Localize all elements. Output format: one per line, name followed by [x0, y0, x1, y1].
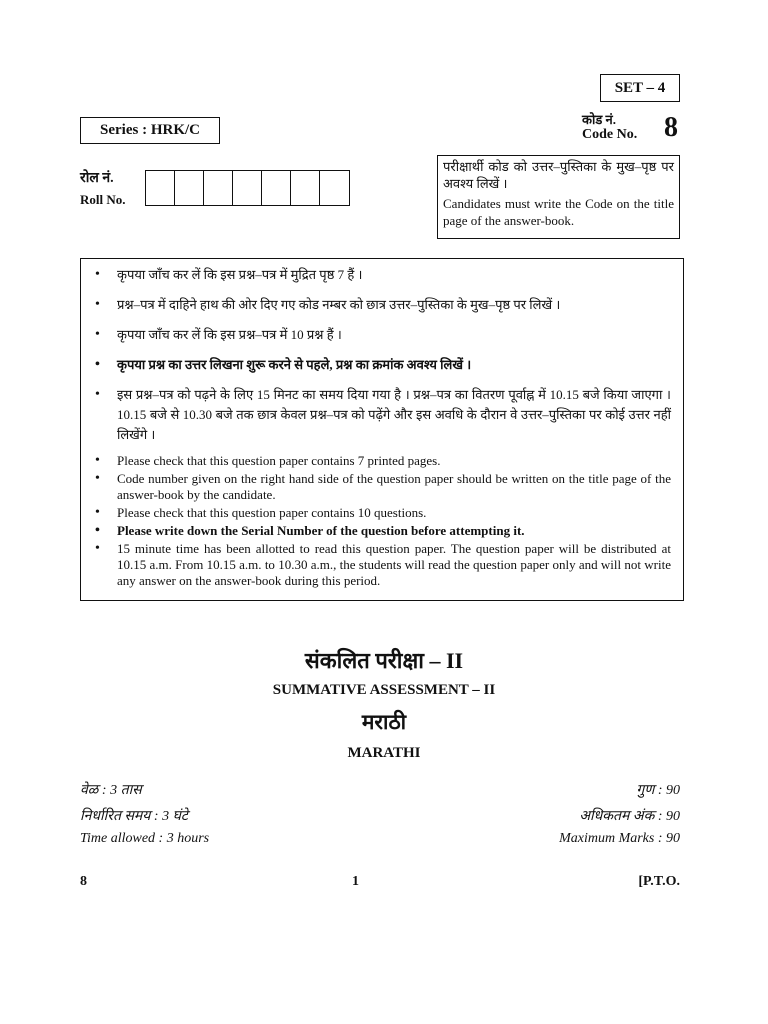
roll-digit-box[interactable]: [262, 171, 291, 205]
time-english: Time allowed : 3 hours: [80, 831, 210, 846]
footer-code: 8: [80, 874, 87, 889]
exam-title-english: SUMMATIVE ASSESSMENT – II: [272, 682, 496, 698]
candidate-note-box: [437, 155, 680, 239]
roll-digit-box[interactable]: [204, 171, 233, 205]
roll-number-boxes[interactable]: [145, 170, 350, 206]
set-label: SET – 4: [600, 74, 680, 102]
subject-title-english: MARATHI: [347, 745, 421, 761]
marks-english: Maximum Marks : 90: [559, 831, 680, 846]
roll-label-english: Roll No.: [80, 192, 126, 207]
code-number: 8: [664, 112, 678, 143]
instruction-english-4: • Please write down the Serial Number of the question before attempting it.: [93, 523, 671, 539]
instruction-hindi-2: • प्रश्न–पत्र में दाहिने हाथ की ओर दिए गए कोड नम्बर को छात्र उत्तर–पुस्तिका के मुख–पृष्ठ पर लिखें ।: [93, 295, 671, 315]
page-number: 1: [352, 874, 359, 889]
marks-hindi: अधिकतम अंक : 90: [579, 809, 680, 824]
time-marathi: वेळ : 3 तास: [80, 783, 142, 798]
instruction-hindi-1: • कृपया जाँच कर लें कि इस प्रश्न–पत्र में मुद्रित पृष्ठ 7 हैं ।: [93, 265, 671, 285]
roll-digit-box[interactable]: [291, 171, 320, 205]
roll-digit-box[interactable]: [320, 171, 349, 205]
code-label-hindi: कोड नं.: [582, 112, 617, 127]
candidate-note-hindi: परीक्षार्थी कोड को उत्तर–पुस्तिका के मुख–पृष्ठ पर अवश्य लिखें ।: [443, 159, 674, 191]
roll-digit-box[interactable]: [146, 171, 175, 205]
instruction-english-2: • Code number given on the right hand side of the question paper should be written on the title page of the answer-book by the candidate.: [93, 471, 671, 503]
marks-marathi: गुण : 90: [636, 783, 680, 798]
instruction-english-5: • 15 minute time has been allotted to read this question paper. The question paper will be distributed at 10.15 a.m. From 10.15 a.m. to 10.30 a.m., the students will read the question paper only and will not write any answer on the answer-book during this period.: [93, 541, 671, 589]
code-label-english: Code No.: [582, 127, 638, 142]
instruction-english-1: • Please check that this question paper contains 7 printed pages.: [93, 453, 671, 469]
roll-digit-box[interactable]: [233, 171, 262, 205]
roll-digit-box[interactable]: [175, 171, 204, 205]
instruction-hindi-4: • कृपया प्रश्न का उत्तर लिखना शुरू करने से पहले, प्रश्न का क्रमांक अवश्य लिखें ।: [93, 355, 671, 375]
instruction-hindi-5: • इस प्रश्न–पत्र को पढ़ने के लिए 15 मिनट का समय दिया गया है । प्रश्न–पत्र का वितरण पूर्वाह्न में 10.15 बजे किया जाएगा । 10.15 बजे से 10.30 बजे तक छात्र केवल प्रश्न–पत्र को पढ़ेंगे और इस अवधि के दौरान वे उत्तर–पुस्तिका पर कोई उत्तर नहीं लिखेंगे ।: [93, 385, 671, 445]
pto-label: [P.T.O.: [638, 874, 680, 889]
roll-label-hindi: रोल नं.: [80, 171, 114, 186]
exam-title-hindi: संकलित परीक्षा – II: [304, 648, 464, 673]
candidate-note-english: Candidates must write the Code on the title page of the answer-book.: [443, 196, 674, 228]
instruction-english-3: • Please check that this question paper contains 10 questions.: [93, 505, 671, 521]
time-hindi: निर्धारित समय : 3 घंटे: [80, 809, 188, 824]
instructions-box: [80, 258, 684, 601]
subject-title-marathi: मराठी: [361, 710, 407, 734]
series-label: Series : HRK/C: [80, 117, 220, 144]
instruction-hindi-3: • कृपया जाँच कर लें कि इस प्रश्न–पत्र में 10 प्रश्न हैं ।: [93, 325, 671, 345]
